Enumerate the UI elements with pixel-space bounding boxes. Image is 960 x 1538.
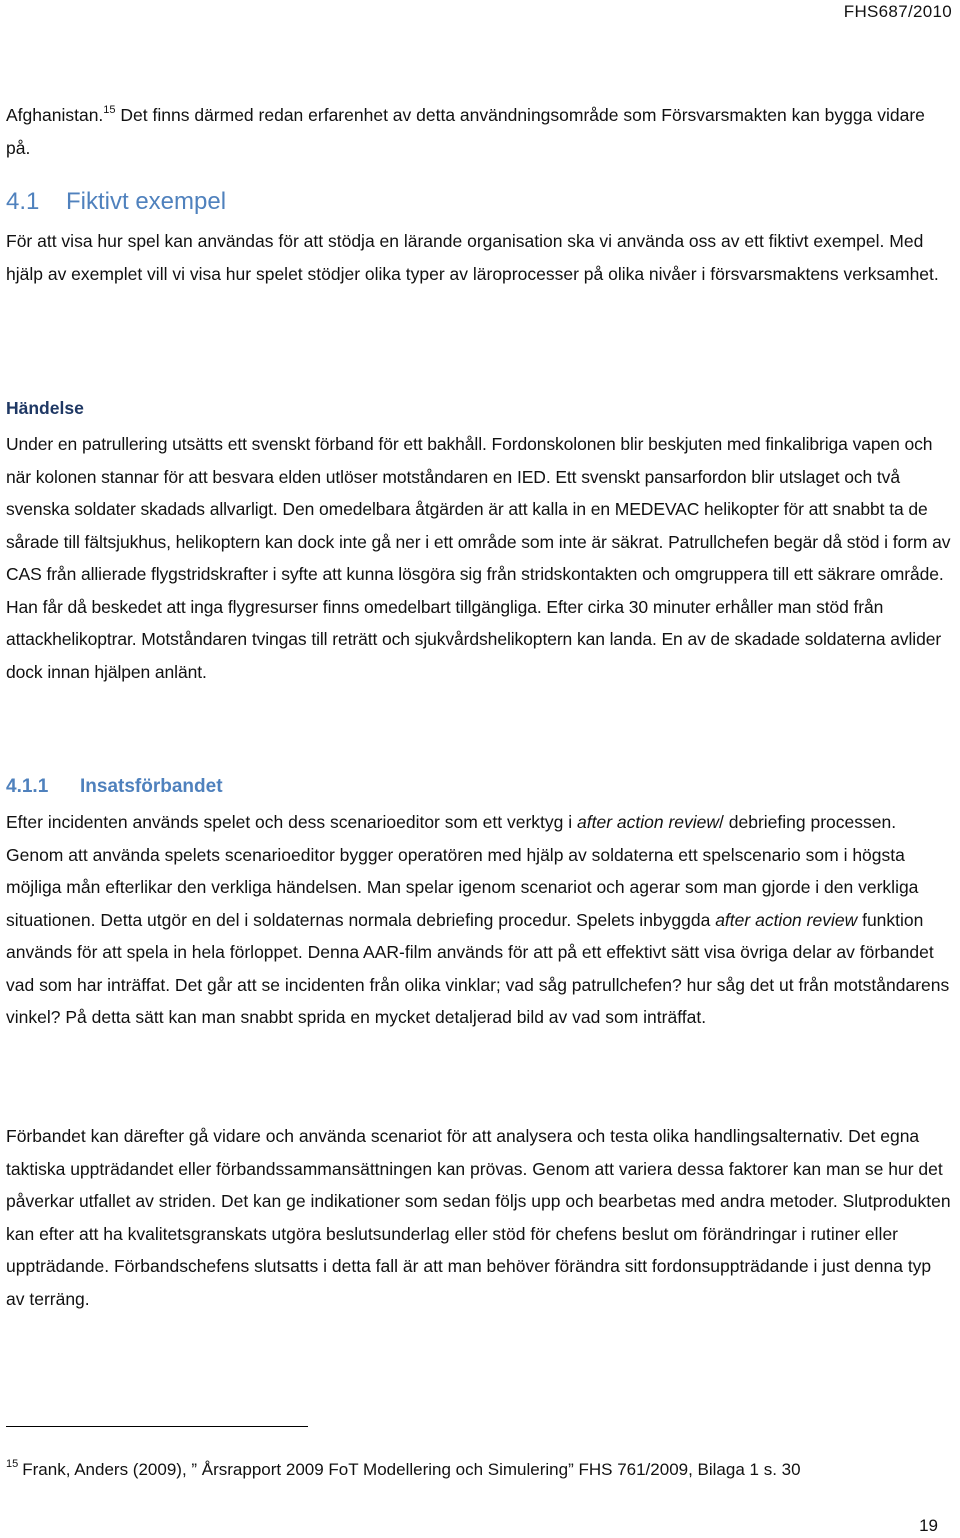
section-number: 4.1: [6, 188, 40, 215]
subsection-number: 4.1.1: [6, 776, 49, 797]
subsection-paragraph-1: [6, 806, 954, 1034]
footnote-separator: [6, 1426, 308, 1427]
document-code: FHS687/2010: [843, 2, 952, 21]
section-paragraph: För att visa hur spel kan användas för att stödja en lärande organisation ska vi använda oss av ett fiktivt exempel. Med hjälp av exemplet vill vi visa hur spelet stödjer olika typer av läroprocesser på olika nivåer i försvarsmaktens verksamhet.: [6, 231, 939, 284]
p1-text-a: Efter incidenten används spelet och dess scenarioeditor som ett verktyg i: [6, 812, 577, 832]
intro-text-start: Afghanistan.: [6, 105, 104, 125]
footnote: [6, 1458, 946, 1480]
subsection-title: Insatsförbandet: [80, 776, 223, 797]
event-heading: Händelse: [6, 398, 84, 418]
event-paragraph: Under en patrullering utsätts ett svenskt förband för ett bakhåll. Fordonskolonen blir beskjuten med finkalibriga vapen och när kolonen stannar för att besvara elden utlöser motståndaren en IED. Ett svenskt pansarfordon blir utslaget och två svenska soldater skadads allvarligt. Den omedelbara åtgärden är att kalla in en MEDEVAC helikopter för att snabbt ta de sårade till fältsjukhus, helikoptern kan dock inte gå ner i ett område som inte är säkrat. Patrullchefen begär då stöd i form av CAS från allierade flygstridskrafter i syfte att kunna lösgöra sig från stridskontakten och omgruppera till ett säkrare område. Han får då beskedet att inga flygresurser finns omedelbart tillgängliga. Efter cirka 30 minuter erhåller man stöd från attackhelikoptrar. Motståndaren tvingas till reträtt och sjukvårdshelikoptern kan landa. En av de skadade soldaterna avlider dock innan hjälpen anlänt.: [6, 434, 951, 682]
p1-italic-term-2: after action review: [715, 909, 858, 930]
section-heading: [6, 188, 226, 216]
subsection-heading: [6, 776, 223, 798]
page-number: 19: [919, 1516, 938, 1535]
footnote-number: 15: [6, 1458, 19, 1470]
intro-paragraph: [6, 99, 954, 164]
footnote-reference[interactable]: 15: [103, 104, 116, 116]
section-title: Fiktivt exempel: [66, 188, 227, 215]
intro-text-end: Det finns därmed redan erfarenhet av detta användningsområde som Försvarsmakten kan bygga vidare på.: [6, 105, 925, 158]
footnote-text: Frank, Anders (2009), ” Årsrapport 2009 FoT Modellering och Simulering” FHS 761/2009, Bilaga 1 s. 30: [22, 1460, 801, 1479]
subsection-paragraph-2: Förbandet kan därefter gå vidare och använda scenariot för att analysera och testa olika handlingsalternativ. Det egna taktiska uppträdandet eller förbandssammansättningen kan prövas. Genom att variera dessa faktorer kan man se hur det påverkar utfallet av striden. Det kan ge indikationer som sedan följs upp och bearbetas med andra metoder. Slutprodukten kan efter att ha kvalitetsgranskats utgöra beslutsunderlag eller stöd för chefens beslut om förändringar i rutiner eller uppträdande. Förbandschefens slutsatts i detta fall är att man behöver förändra sitt fordonsuppträdande i just denna typ av terräng.: [6, 1126, 951, 1309]
p1-text-b: / debriefing processen. Genom att använda spelets scenarioeditor bygger operatören med hjälp av soldaterna ett spelscenario som i högsta möjliga mån efterlikar den verkliga händelsen. Man spelar igenom scenariot och agerar som man gjorde i den verkliga situationen. Detta utgör en del i soldaternas normala debriefing procedur. Spelets inbyggda: [6, 812, 919, 930]
p1-text-c: funktion används för att spela in hela förloppet. Denna AAR-film används för att på ett effektivt sätt visa övriga delar av förbandet vad som har inträffat. Det går att se incidenten från olika vinklar; vad såg patrullchefen? hur såg det ut från motståndarens vinkel? På detta sätt kan man snabbt sprida en mycket detaljerad bild av vad som inträffat.: [6, 909, 950, 1027]
p1-italic-term-1: after action review: [577, 812, 720, 832]
